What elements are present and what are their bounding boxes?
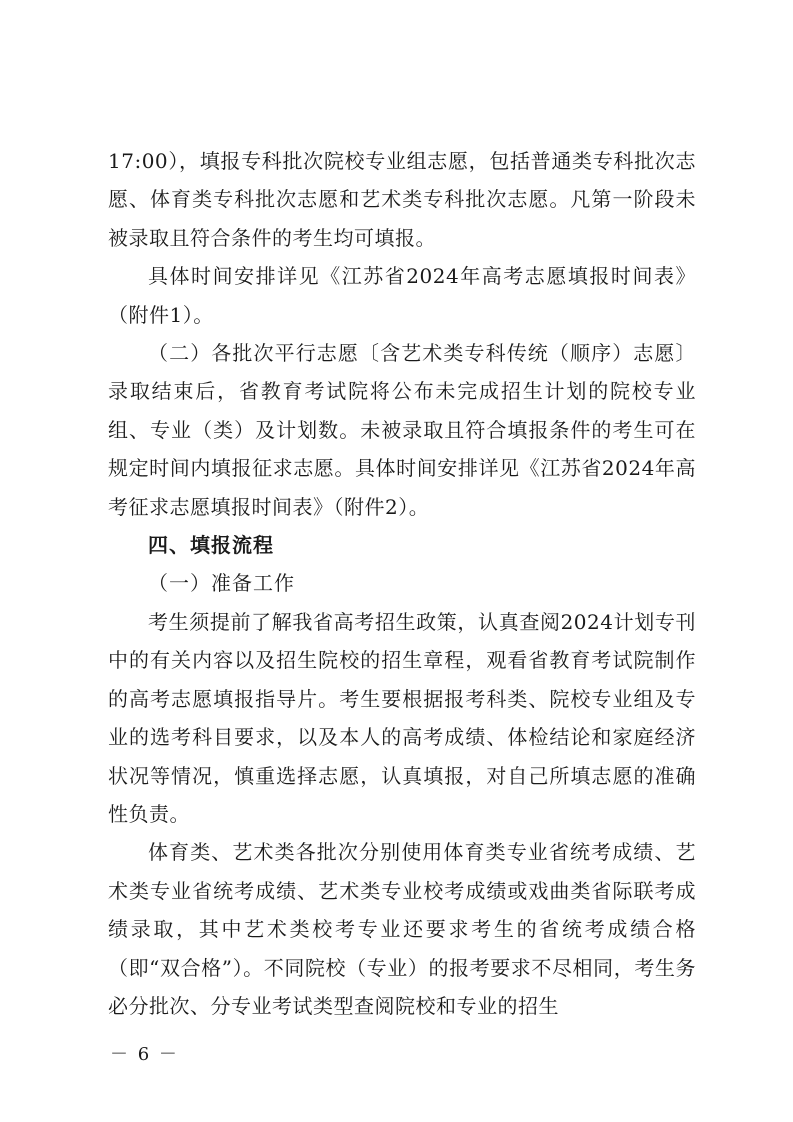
paragraph-schedule-ref-1: 具体时间安排详见《江苏省2024年高考志愿填报时间表》（附件1）。 [108, 264, 696, 327]
section-heading-filling-process: 四、填报流程 [148, 533, 274, 558]
subsection-heading-preparation: （一）准备工作 [148, 571, 295, 596]
page-number: － 6 － [110, 1044, 179, 1065]
paragraph-supplementary-wishes: （二）各批次平行志愿〔含艺术类专科传统（顺序）志愿〕录取结束后，省教育考试院将公布未完成招生计划的院校专业组、专业（类）及计划数。未被录取且符合填报条件的考生可在规定时间内填报征求志愿。具体时间安排详见《江苏省2024年高考征求志愿填报时间表》（附件2）。 [108, 341, 696, 519]
paragraph-preparation-details: 考生须提前了解我省高考招生政策，认真查阅2024计划专刊中的有关内容以及招生院校的招生章程，观看省教育考试院制作的高考志愿填报指导片。考生要根据报考科类、院校专业组及专业的选考科目要求，以及本人的高考成绩、体检结论和家庭经济状况等情况，慎重选择志愿，认真填报，对自己所填志愿的准确性负责。 [108, 609, 696, 826]
paragraph-specialist-batch: 17:00），填报专科批次院校专业组志愿，包括普通类专科批次志愿、体育类专科批次志愿和艺术类专科批次志愿。凡第一阶段未被录取且符合条件的考生均可填报。 [108, 149, 696, 250]
paragraph-sports-arts-requirements: 体育类、艺术类各批次分别使用体育类专业省统考成绩、艺术类专业省统考成绩、艺术类专业校考成绩或戏曲类省际联考成绩录取，其中艺术类校考专业还要求考生的省统考成绩合格（即“双合格”）。不同院校（专业）的报考要求不尽相同，考生务必分批次、分专业考试类型查阅院校和专业的招生 [108, 840, 696, 1018]
document-page [108, 142, 696, 1025]
